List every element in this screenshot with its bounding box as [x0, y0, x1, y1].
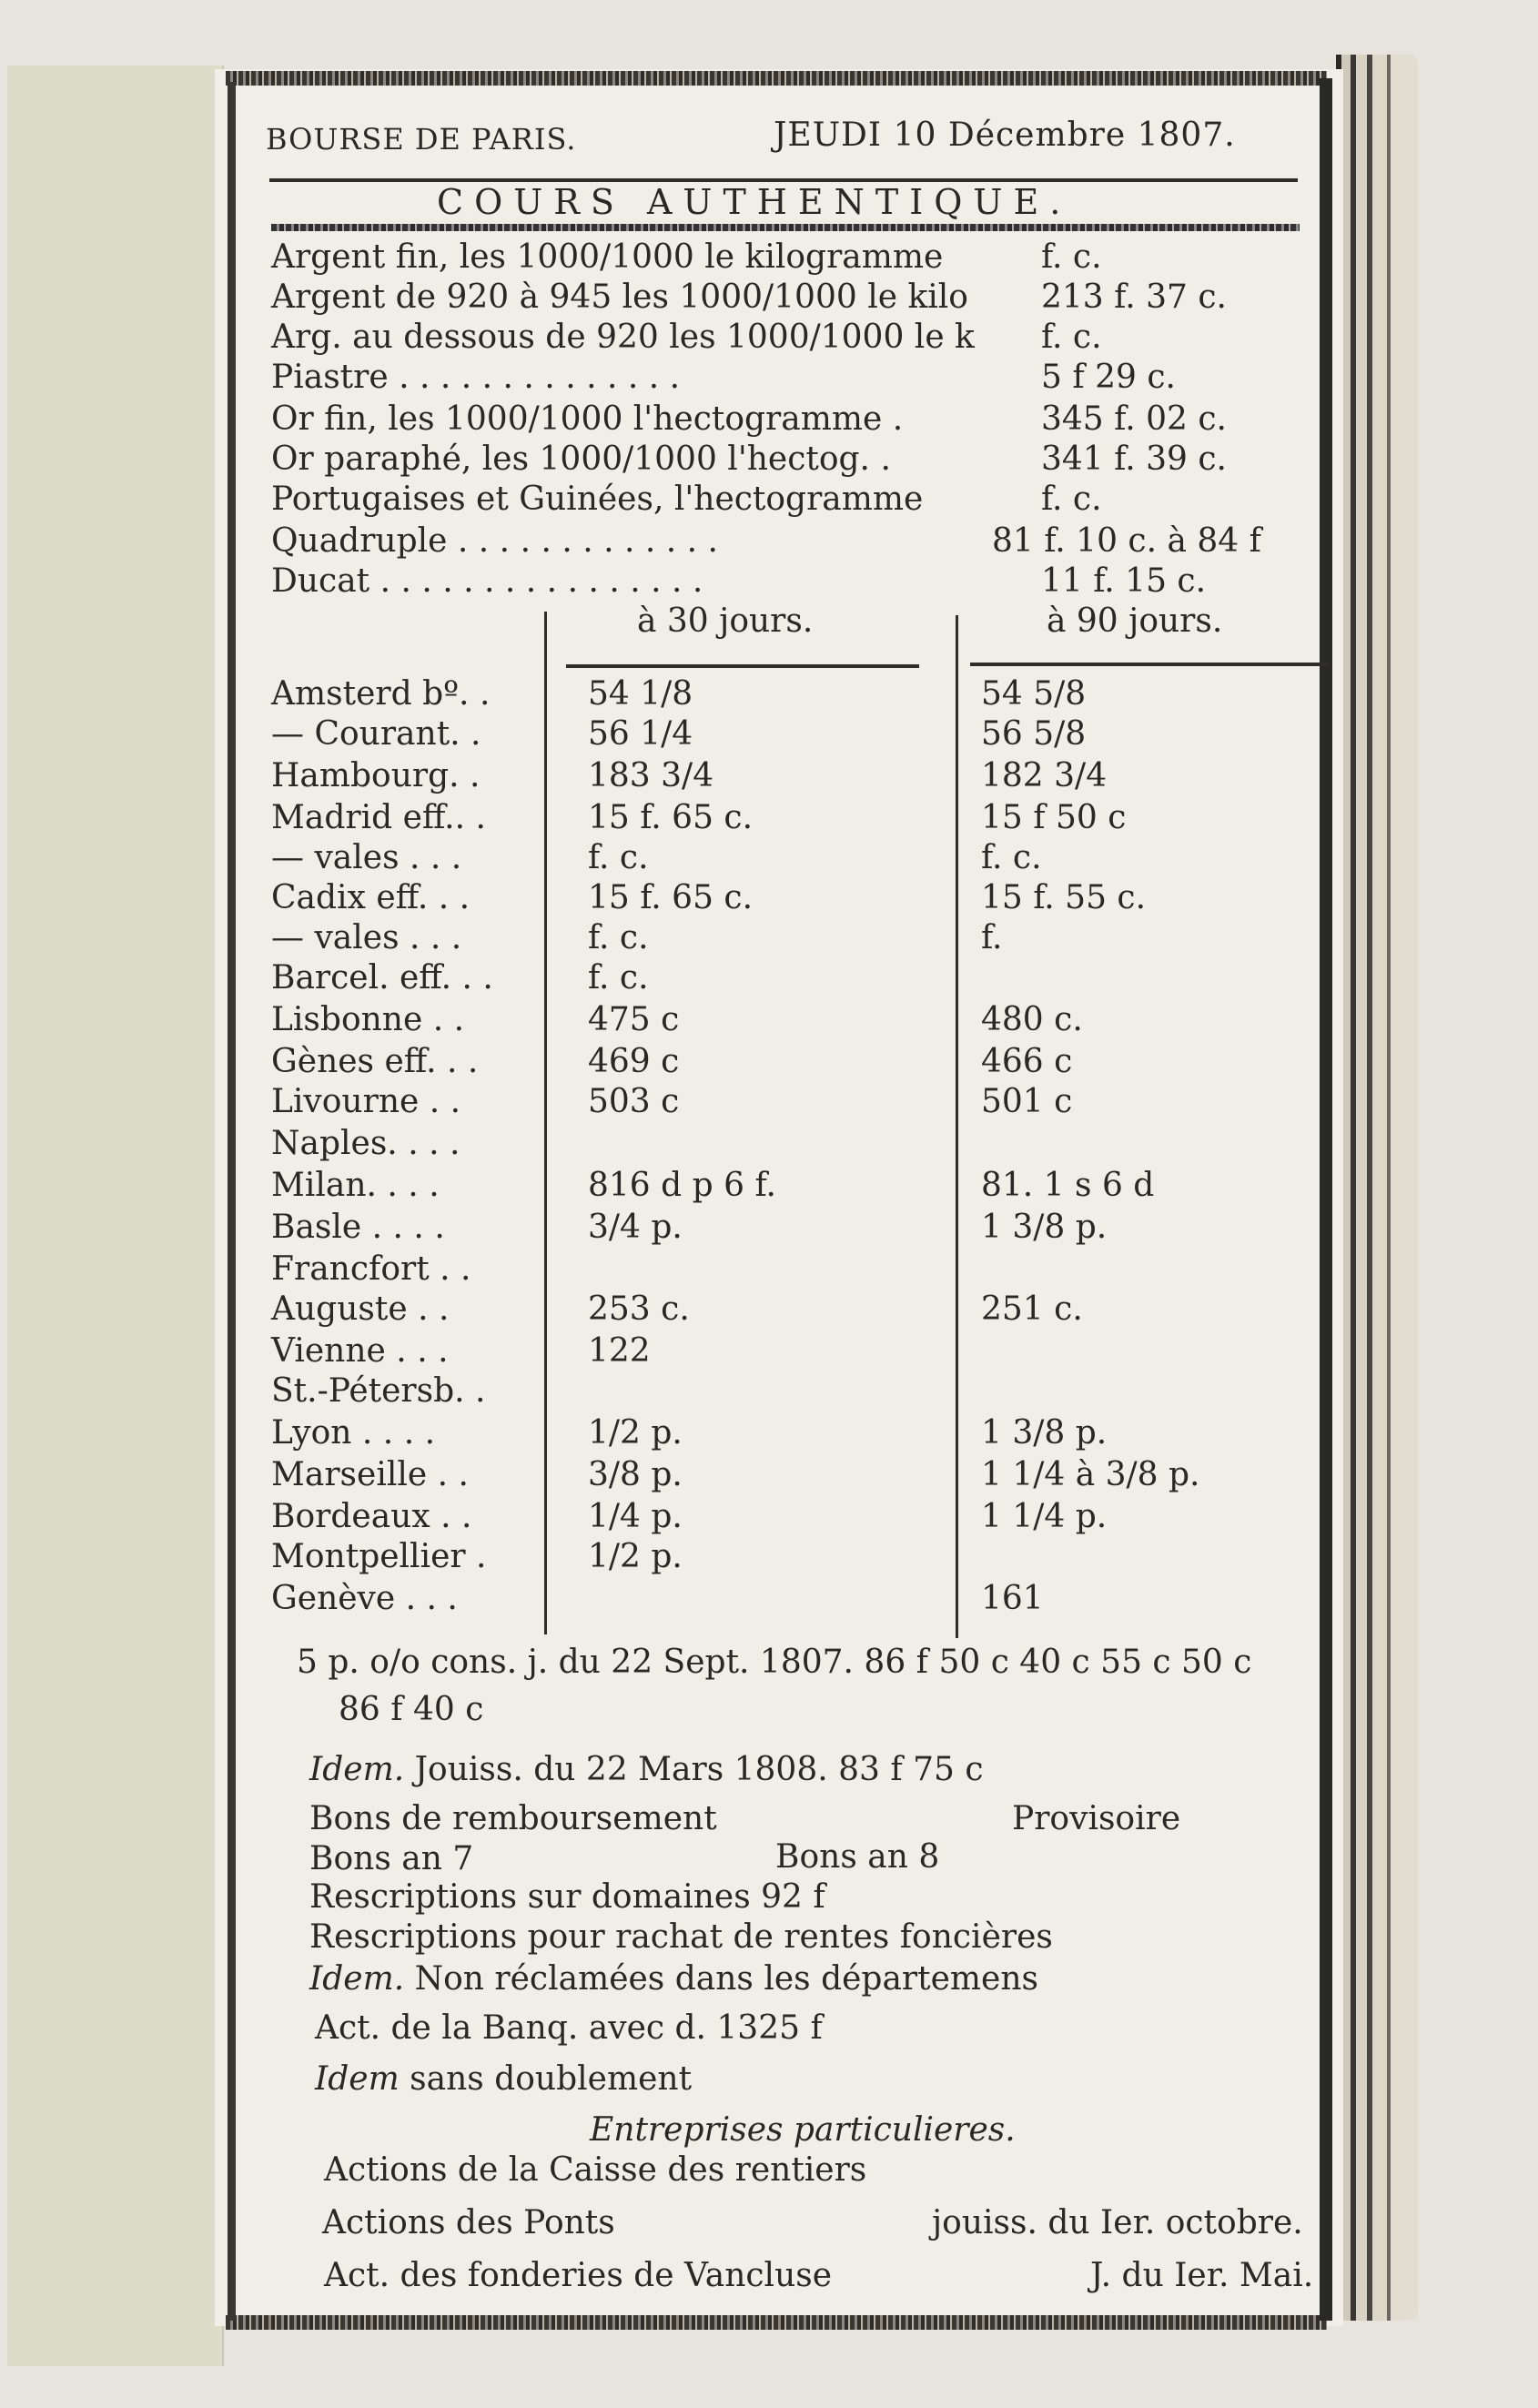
exchange-place: Marseille . . [271, 1456, 469, 1493]
rate-90-days: 1 3/8 p. [981, 1414, 1108, 1452]
exchange-place: Livourne . . [271, 1083, 461, 1120]
metal-price: 213 f. 37 c. [1041, 278, 1227, 316]
idem-non-reclamees-text: Non réclamées dans les départemens [414, 1960, 1039, 1998]
exchange-place: Hambourg. . [271, 757, 481, 794]
vaucluse-jouissance: J. du Ier. Mai. [1090, 2257, 1314, 2294]
idem-jouissance-text: Jouiss. du 22 Mars 1808. 83 f 75 c [414, 1751, 984, 1788]
rate-90-days: 501 c [981, 1083, 1073, 1120]
col90-underline [970, 663, 1329, 666]
metal-price: f. c. [1041, 238, 1102, 276]
rate-90-days: 1 3/8 p. [981, 1209, 1108, 1246]
rate-30-days: 816 d p 6 f. [588, 1167, 776, 1204]
date-line: JEUDI 10 Décembre 1807. [774, 116, 1236, 154]
bons-remboursement: Bons de remboursement [309, 1800, 717, 1837]
rate-90-days: 251 c. [981, 1290, 1083, 1328]
exchange-place: St.-Pétersb. . [271, 1372, 486, 1410]
idem-prefix: Idem. [309, 1751, 405, 1788]
metal-price: 341 f. 39 c. [1041, 440, 1227, 478]
metal-label: Argent fin, les 1000/1000 le kilogramme [271, 238, 944, 276]
idem-prefix: Idem. [309, 1960, 405, 1998]
table-divider-middle [956, 615, 958, 1638]
exchange-place: Amsterd bº. . [271, 675, 491, 713]
exchange-place: Cadix eff. . . [271, 879, 471, 916]
metal-price: 81 f. 10 c. à 84 f [992, 522, 1261, 560]
rate-90-days: 1 1/4 à 3/8 p. [981, 1456, 1200, 1493]
rate-30-days: 1/2 p. [588, 1414, 683, 1452]
rate-30-days: 3/8 p. [588, 1456, 683, 1493]
metal-label: Ducat . . . . . . . . . . . . . . . . [271, 562, 703, 600]
rate-30-days: 469 c [588, 1043, 680, 1080]
facing-page [7, 66, 224, 2366]
exchange-place: Milan. . . . [271, 1167, 440, 1204]
rate-90-days: 56 5/8 [981, 715, 1087, 753]
metal-price: 11 f. 15 c. [1041, 562, 1207, 600]
rate-30-days: 122 [588, 1332, 651, 1370]
idem-non-reclamees [309, 1960, 1038, 1998]
page-title: COURS AUTHENTIQUE. [437, 182, 1072, 222]
metal-label: Piastre . . . . . . . . . . . . . . [271, 359, 681, 396]
rate-90-days: 81. 1 s 6 d [981, 1167, 1155, 1204]
rate-30-days: 3/4 p. [588, 1209, 683, 1246]
rate-90-days: f. [981, 919, 1003, 956]
idem-sans-doublement-text: sans doublement [410, 2060, 693, 2098]
rate-90-days: f. c. [981, 839, 1042, 876]
rate-30-days: 253 c. [588, 1290, 690, 1328]
exchange-name: BOURSE DE PARIS. [266, 122, 577, 157]
metal-price: 345 f. 02 c. [1041, 400, 1227, 438]
rate-90-days: 1 1/4 p. [981, 1498, 1108, 1535]
bons-an-7: Bons an 7 [309, 1840, 474, 1877]
rente-consolidee: 5 p. o/o cons. j. du 22 Sept. 1807. 86 f 50 c 40 c 55 c 50 c [297, 1644, 1252, 1681]
title-rule [271, 224, 1300, 231]
col-header-90: à 90 jours. [1047, 602, 1223, 640]
metal-label: Or fin, les 1000/1000 l'hectogramme . [271, 400, 904, 438]
actions-fonderies-vaucluse: Act. des fonderies de Vancluse [324, 2257, 833, 2294]
rate-30-days: 503 c [588, 1083, 680, 1120]
rate-90-days: 161 [981, 1580, 1044, 1617]
exchange-place: Montpellier . [271, 1538, 487, 1575]
decorative-border-top [226, 71, 1327, 86]
rate-30-days: f. c. [588, 839, 649, 876]
exchange-place: Barcel. eff. . . [271, 959, 493, 997]
exchange-place: Auguste . . [271, 1290, 450, 1328]
rate-90-days: 182 3/4 [981, 757, 1108, 794]
exchange-place: Naples. . . . [271, 1125, 460, 1162]
rate-30-days: 56 1/4 [588, 715, 693, 753]
col-header-30: à 30 jours. [637, 602, 814, 640]
provisoire-label: Provisoire [1012, 1800, 1181, 1837]
metal-price: 5 f 29 c. [1041, 359, 1176, 396]
bons-an-8: Bons an 8 [775, 1838, 940, 1876]
actions-caisse-rentiers: Actions de la Caisse des rentiers [324, 2151, 867, 2189]
idem-sans-doublement [315, 2060, 692, 2098]
exchange-place: Francfort . . [271, 1250, 471, 1288]
rate-30-days: 15 f. 65 c. [588, 879, 754, 916]
rate-30-days: 183 3/4 [588, 757, 714, 794]
exchange-place: Bordeaux . . [271, 1498, 472, 1535]
exchange-place: Madrid eff.. . [271, 799, 486, 836]
rate-30-days: f. c. [588, 919, 649, 956]
exchange-place: Lyon . . . . [271, 1414, 436, 1452]
rate-30-days: 475 c [588, 1001, 680, 1038]
rate-30-days: 1/4 p. [588, 1498, 683, 1535]
border-right [1320, 78, 1332, 2321]
rate-30-days: 54 1/8 [588, 675, 693, 713]
exchange-place: — Courant. . [271, 715, 481, 753]
col30-underline [566, 664, 919, 668]
ponts-jouissance: jouiss. du Ier. octobre. [932, 2204, 1303, 2241]
rate-30-days: 15 f. 65 c. [588, 799, 754, 836]
exchange-place: Vienne . . . [271, 1332, 449, 1370]
idem-jouissance [309, 1751, 984, 1788]
rate-30-days: f. c. [588, 959, 649, 997]
rescriptions-domaines: Rescriptions sur domaines 92 f [309, 1878, 825, 1916]
idem-prefix: Idem [315, 2060, 400, 2098]
exchange-place: — vales . . . [271, 919, 462, 956]
rate-90-days: 15 f. 55 c. [981, 879, 1147, 916]
rescriptions-rachat: Rescriptions pour rachat de rentes foncières [309, 1918, 1053, 1956]
border-left [228, 82, 236, 2321]
rate-90-days: 54 5/8 [981, 675, 1087, 713]
exchange-place: Gènes eff. . . [271, 1043, 479, 1080]
metal-label: Arg. au dessous de 920 les 1000/1000 le k [271, 319, 975, 356]
exchange-place: Lisbonne . . [271, 1001, 465, 1038]
metal-price: f. c. [1041, 319, 1102, 356]
exchange-place: Basle . . . . [271, 1209, 445, 1246]
actions-ponts: Actions des Ponts [322, 2204, 615, 2241]
metal-label: Quadruple . . . . . . . . . . . . . [271, 522, 718, 560]
exchange-place: — vales . . . [271, 839, 462, 876]
metal-label: Argent de 920 à 945 les 1000/1000 le kilo [271, 278, 968, 316]
exchange-place: Genève . . . [271, 1580, 458, 1617]
decorative-border-bottom [226, 2315, 1327, 2330]
book-page-edges [1336, 55, 1418, 2321]
metal-label: Or paraphé, les 1000/1000 l'hectog. . [271, 440, 891, 478]
rate-90-days: 466 c [981, 1043, 1073, 1080]
metal-label: Portugaises et Guinées, l'hectogramme [271, 481, 924, 518]
table-divider-left [544, 612, 547, 1634]
rate-30-days: 1/2 p. [588, 1538, 683, 1575]
section-entreprises: Entreprises particulieres. [590, 2111, 1016, 2149]
rate-90-days: 480 c. [981, 1001, 1083, 1038]
actions-banque: Act. de la Banq. avec d. 1325 f [315, 2009, 823, 2047]
rente-consolidee-cont: 86 f 40 c [339, 1691, 484, 1728]
rate-90-days: 15 f 50 c [981, 799, 1127, 836]
metal-price: f. c. [1041, 481, 1102, 518]
